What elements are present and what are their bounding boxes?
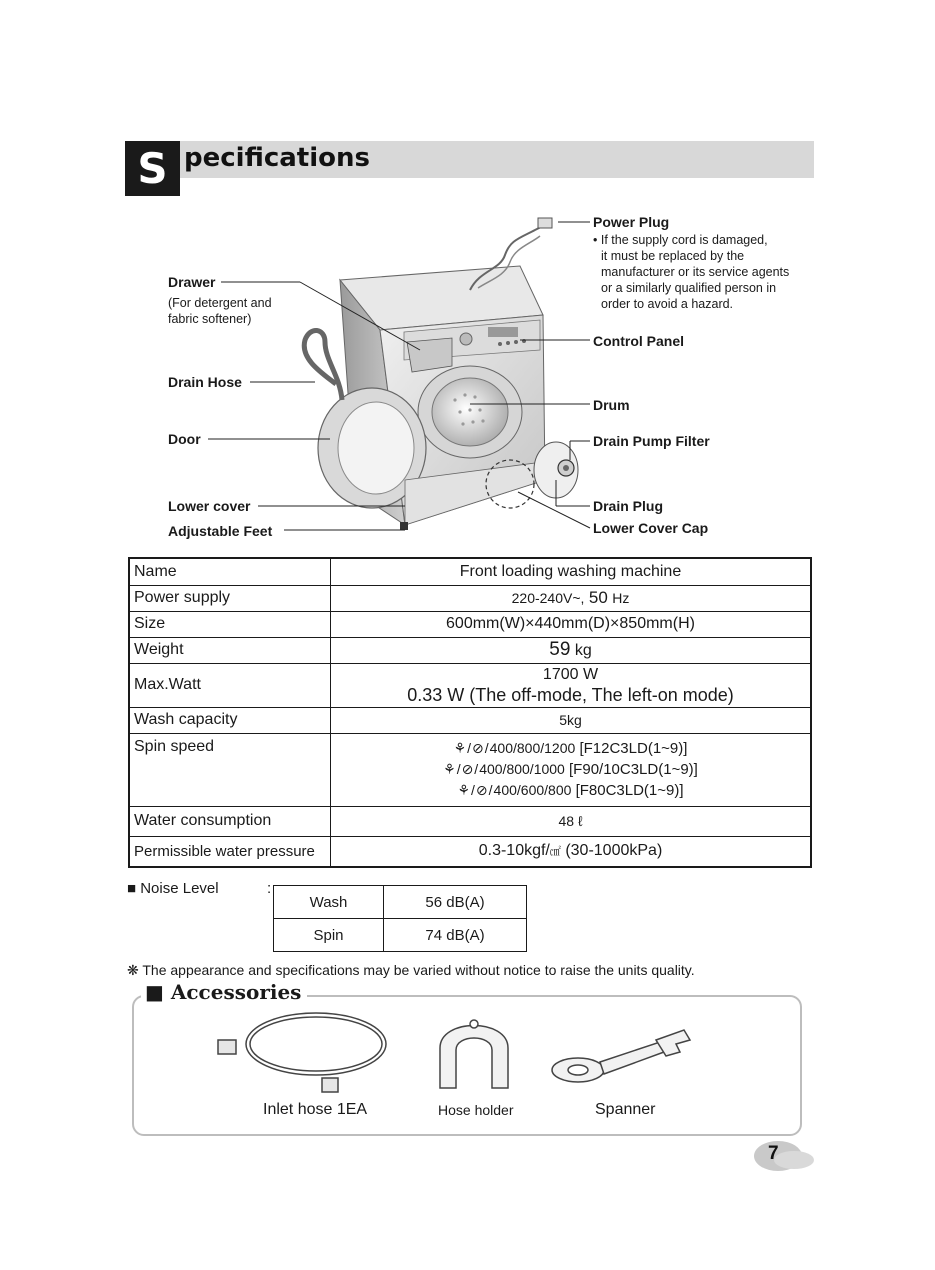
- spin-speeds: 400/800/1000: [479, 760, 565, 777]
- label-door: Door: [168, 431, 201, 447]
- pressure-kpa: (30-1000kPa): [560, 842, 663, 860]
- spin-icons: ⚘/⊘/: [453, 739, 490, 756]
- label-power-plug: Power Plug: [593, 214, 670, 230]
- weight-unit: kg: [574, 642, 592, 659]
- spec-key: Size: [129, 611, 331, 637]
- drawer-note-1: (For detergent and: [168, 296, 272, 310]
- spec-value: [331, 836, 812, 867]
- spin-model: [F80C3LD(1~9)]: [575, 781, 684, 799]
- spec-value: [331, 637, 812, 663]
- spin-icons: ⚘/⊘/: [457, 781, 494, 798]
- spec-key: Wash capacity: [129, 707, 331, 733]
- spec-value: 5kg: [331, 707, 812, 733]
- accessory-hose-holder: Hose holder: [438, 1102, 514, 1118]
- table-row: [129, 611, 811, 637]
- noise-table: [273, 885, 527, 952]
- spec-value: [331, 663, 812, 707]
- accessory-inlet-hose: Inlet hose 1EA: [263, 1101, 368, 1118]
- noise-level-label: ■ Noise Level: [127, 880, 219, 897]
- table-row: [129, 637, 811, 663]
- power-supply-frequency: 50: [588, 588, 608, 607]
- label-drain-hose: Drain Hose: [168, 374, 242, 390]
- noise-mode: Wash: [274, 886, 384, 919]
- accessories-illustrations: [0, 1000, 935, 1100]
- spec-key: Max.Watt: [129, 663, 331, 707]
- label-lower-cover: Lower cover: [168, 498, 251, 514]
- accessory-spanner: Spanner: [595, 1101, 656, 1118]
- title-initial: S: [125, 141, 180, 196]
- spanner-graphic: [552, 1030, 690, 1082]
- spin-model: [F12C3LD(1~9)]: [579, 739, 688, 757]
- max-watt-line2: 0.33 W (The off-mode, The left-on mode): [407, 685, 734, 705]
- noise-value: 74 dB(A): [384, 919, 527, 952]
- drawer-graphic: [407, 338, 452, 372]
- spec-key: Power supply: [129, 585, 331, 611]
- spin-speeds: 400/600/800: [493, 781, 572, 798]
- page-number: 7: [768, 1143, 779, 1164]
- hose-holder-graphic: [440, 1020, 508, 1088]
- power-plug-note-2: it must be replaced by the: [601, 249, 745, 263]
- power-supply-voltage: 220-240V~,: [511, 590, 585, 606]
- spin-icons: ⚘/⊘/: [443, 760, 480, 777]
- table-row: [129, 806, 811, 836]
- noise-level-colon: :: [267, 880, 272, 897]
- label-drawer: Drawer: [168, 274, 216, 290]
- table-row: [129, 585, 811, 611]
- page-number-badge: [752, 1140, 814, 1174]
- spec-key: Spin speed: [129, 733, 331, 806]
- table-row: [274, 919, 527, 952]
- label-drain-plug: Drain Plug: [593, 498, 664, 514]
- label-drum: Drum: [593, 397, 630, 413]
- spec-key: Weight: [129, 637, 331, 663]
- noise-value: 56 dB(A): [384, 886, 527, 919]
- label-drain-pump-filter: Drain Pump Filter: [593, 433, 710, 449]
- table-row: [129, 836, 811, 867]
- disclaimer-note: ❋ The appearance and specifications may be varied without notice to raise the units quality.: [127, 962, 695, 978]
- drain-hose-graphic: [304, 330, 342, 400]
- power-plug-note-3: manufacturer or its service agents: [601, 265, 790, 279]
- label-lower-cover-cap: Lower Cover Cap: [593, 520, 709, 536]
- power-plug-note-4: or a similarly qualified person in: [601, 281, 777, 295]
- spec-value: [331, 585, 812, 611]
- spec-key: Name: [129, 558, 331, 585]
- spec-key: Water consumption: [129, 806, 331, 836]
- pressure-value: 0.3-10kgf/: [478, 842, 550, 860]
- drum-graphic: [432, 378, 508, 446]
- label-adjustable-feet: Adjustable Feet: [168, 523, 273, 539]
- weight-number: 59: [549, 639, 571, 660]
- spec-key: Permissible water pressure: [129, 836, 331, 867]
- inlet-hose-graphic: [218, 1013, 386, 1092]
- spec-value: 600mm(W)×440mm(D)×850mm(H): [331, 611, 812, 637]
- page-title: pecifications: [184, 143, 370, 173]
- washing-machine-diagram: [0, 0, 935, 560]
- spec-value: Front loading washing machine: [331, 558, 812, 585]
- spec-table: [128, 557, 812, 868]
- spec-value: 48 ℓ: [331, 806, 812, 836]
- spec-value: [331, 733, 812, 806]
- spin-speed-line: [335, 759, 806, 780]
- spin-speed-line: [335, 780, 806, 801]
- power-plug-note-1: • If the supply cord is damaged,: [593, 233, 768, 247]
- table-row: [129, 707, 811, 733]
- max-watt-line1: 1700 W: [542, 666, 599, 683]
- table-row: [129, 733, 811, 806]
- spin-speed-line: [335, 738, 806, 759]
- label-control-panel: Control Panel: [593, 333, 685, 349]
- power-plug-note-5: order to avoid a hazard.: [601, 297, 734, 311]
- table-row: [129, 663, 811, 707]
- table-row: [129, 558, 811, 585]
- power-supply-unit: Hz: [612, 590, 630, 606]
- pressure-unit: ㎠: [549, 846, 561, 859]
- table-row: [274, 886, 527, 919]
- drawer-note-2: fabric softener): [168, 312, 252, 326]
- noise-mode: Spin: [274, 919, 384, 952]
- spin-model: [F90/10C3LD(1~9)]: [569, 760, 698, 778]
- spin-speeds: 400/800/1200: [489, 739, 576, 756]
- accessories-title: ■ Accessories: [141, 980, 307, 1004]
